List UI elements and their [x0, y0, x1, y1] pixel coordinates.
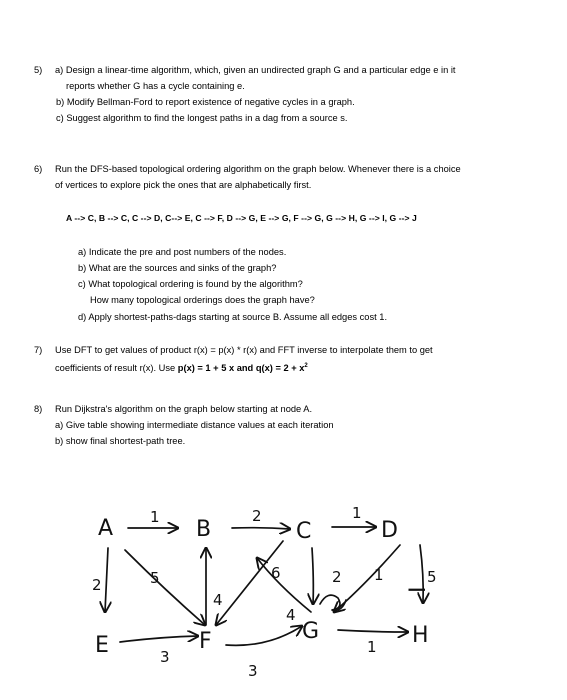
problem-6a: a) Indicate the pre and post numbers of the nodes. [78, 247, 287, 257]
edge-g-c [257, 558, 311, 612]
weight-a-f: 5 [150, 569, 160, 587]
edge-b-c [232, 528, 290, 529]
node-c: C [296, 519, 312, 544]
weight-a-b: 1 [150, 508, 160, 526]
node-g: G [302, 619, 320, 644]
problem-5b: b) Modify Bellman-Ford to report existence of negative cycles in a graph. [56, 97, 355, 107]
problem-7-number: 7) [34, 345, 43, 355]
weight-d-g: 1 [374, 566, 384, 584]
problem-5a-line2: reports whether G has a cycle containing e. [66, 81, 245, 91]
problem-8b: b) show final shortest-path tree. [55, 436, 186, 446]
weight-d-h: 5 [427, 568, 437, 586]
weight-f-g: 3 [248, 662, 258, 680]
edge-a-f [125, 550, 205, 625]
edge-c-f [216, 541, 283, 625]
problem-8-number: 8) [34, 404, 43, 414]
problem-8-line1: Run Dijkstra's algorithm on the graph below starting at node A. [55, 404, 313, 414]
edge-f-g [226, 626, 302, 645]
problem-5a-line1: a) Design a linear-time algorithm, which, given an undirected graph G and a particular edge e in it [55, 65, 456, 75]
problem-7-exponent: 2 [304, 363, 308, 369]
node-b: B [196, 517, 212, 542]
node-d: D [381, 518, 398, 543]
edge-scribble [320, 595, 346, 610]
node-e: E [95, 633, 109, 658]
weight-b-c: 2 [252, 507, 262, 525]
problem-8a: a) Give table showing intermediate distance values at each iteration [55, 420, 334, 430]
weight-e-f: 3 [160, 648, 170, 666]
problem-7-line1: Use DFT to get values of product r(x) = p(x) * r(x) and FFT inverse to interpolate them to get [55, 345, 433, 355]
edge-c-g [312, 548, 313, 604]
edge-d-h [420, 545, 423, 603]
problem-6b: b) What are the sources and sinks of the graph? [78, 263, 277, 273]
problem-6d: d) Apply shortest-paths-dags starting at source B. Assume all edges cost 1. [78, 312, 388, 322]
problem-6-edge-list: A --> C, B --> C, C --> D, C--> E, C --> F, D --> G, E --> G, F --> G, G --> H, G --> I, G --> J [66, 213, 417, 223]
node-i: I [406, 586, 431, 593]
edge-g-h [338, 630, 408, 632]
weight-a-e: 2 [92, 576, 102, 594]
problem-5c: c) Suggest algorithm to find the longest paths in a dag from a source s. [56, 113, 348, 123]
edge-d-g [334, 545, 400, 612]
problem-6-number: 6) [34, 164, 43, 174]
problem-6c-line2: How many topological orderings does the graph have? [90, 295, 315, 305]
weight-small: 4 [286, 606, 296, 624]
weight-g-h: 1 [367, 638, 377, 656]
node-a: A [98, 516, 114, 541]
weight-b-f: 4 [213, 591, 223, 609]
weight-c-down: 2 [332, 568, 342, 586]
weight-c-d: 1 [352, 504, 362, 522]
problem-7-polynomials: p(x) = 1 + 5 x and q(x) = 2 + x [177, 363, 305, 374]
problem-5-number: 5) [34, 65, 43, 75]
edge-a-e [105, 548, 108, 612]
problem-7-line2-text: coefficients of result r(x). Use [55, 363, 178, 374]
problem-6-line1: Run the DFS-based topological ordering algorithm on the graph below. Whenever there is a choice [55, 164, 461, 174]
problem-6c-line1: c) What topological ordering is found by the algorithm? [78, 279, 303, 289]
node-h: H [412, 623, 429, 648]
weight-c-g: 6 [271, 564, 281, 582]
edge-e-f [120, 636, 198, 642]
problem-6-line2: of vertices to explore pick the ones that are alphabetically first. [55, 180, 312, 190]
node-f: F [199, 629, 212, 654]
